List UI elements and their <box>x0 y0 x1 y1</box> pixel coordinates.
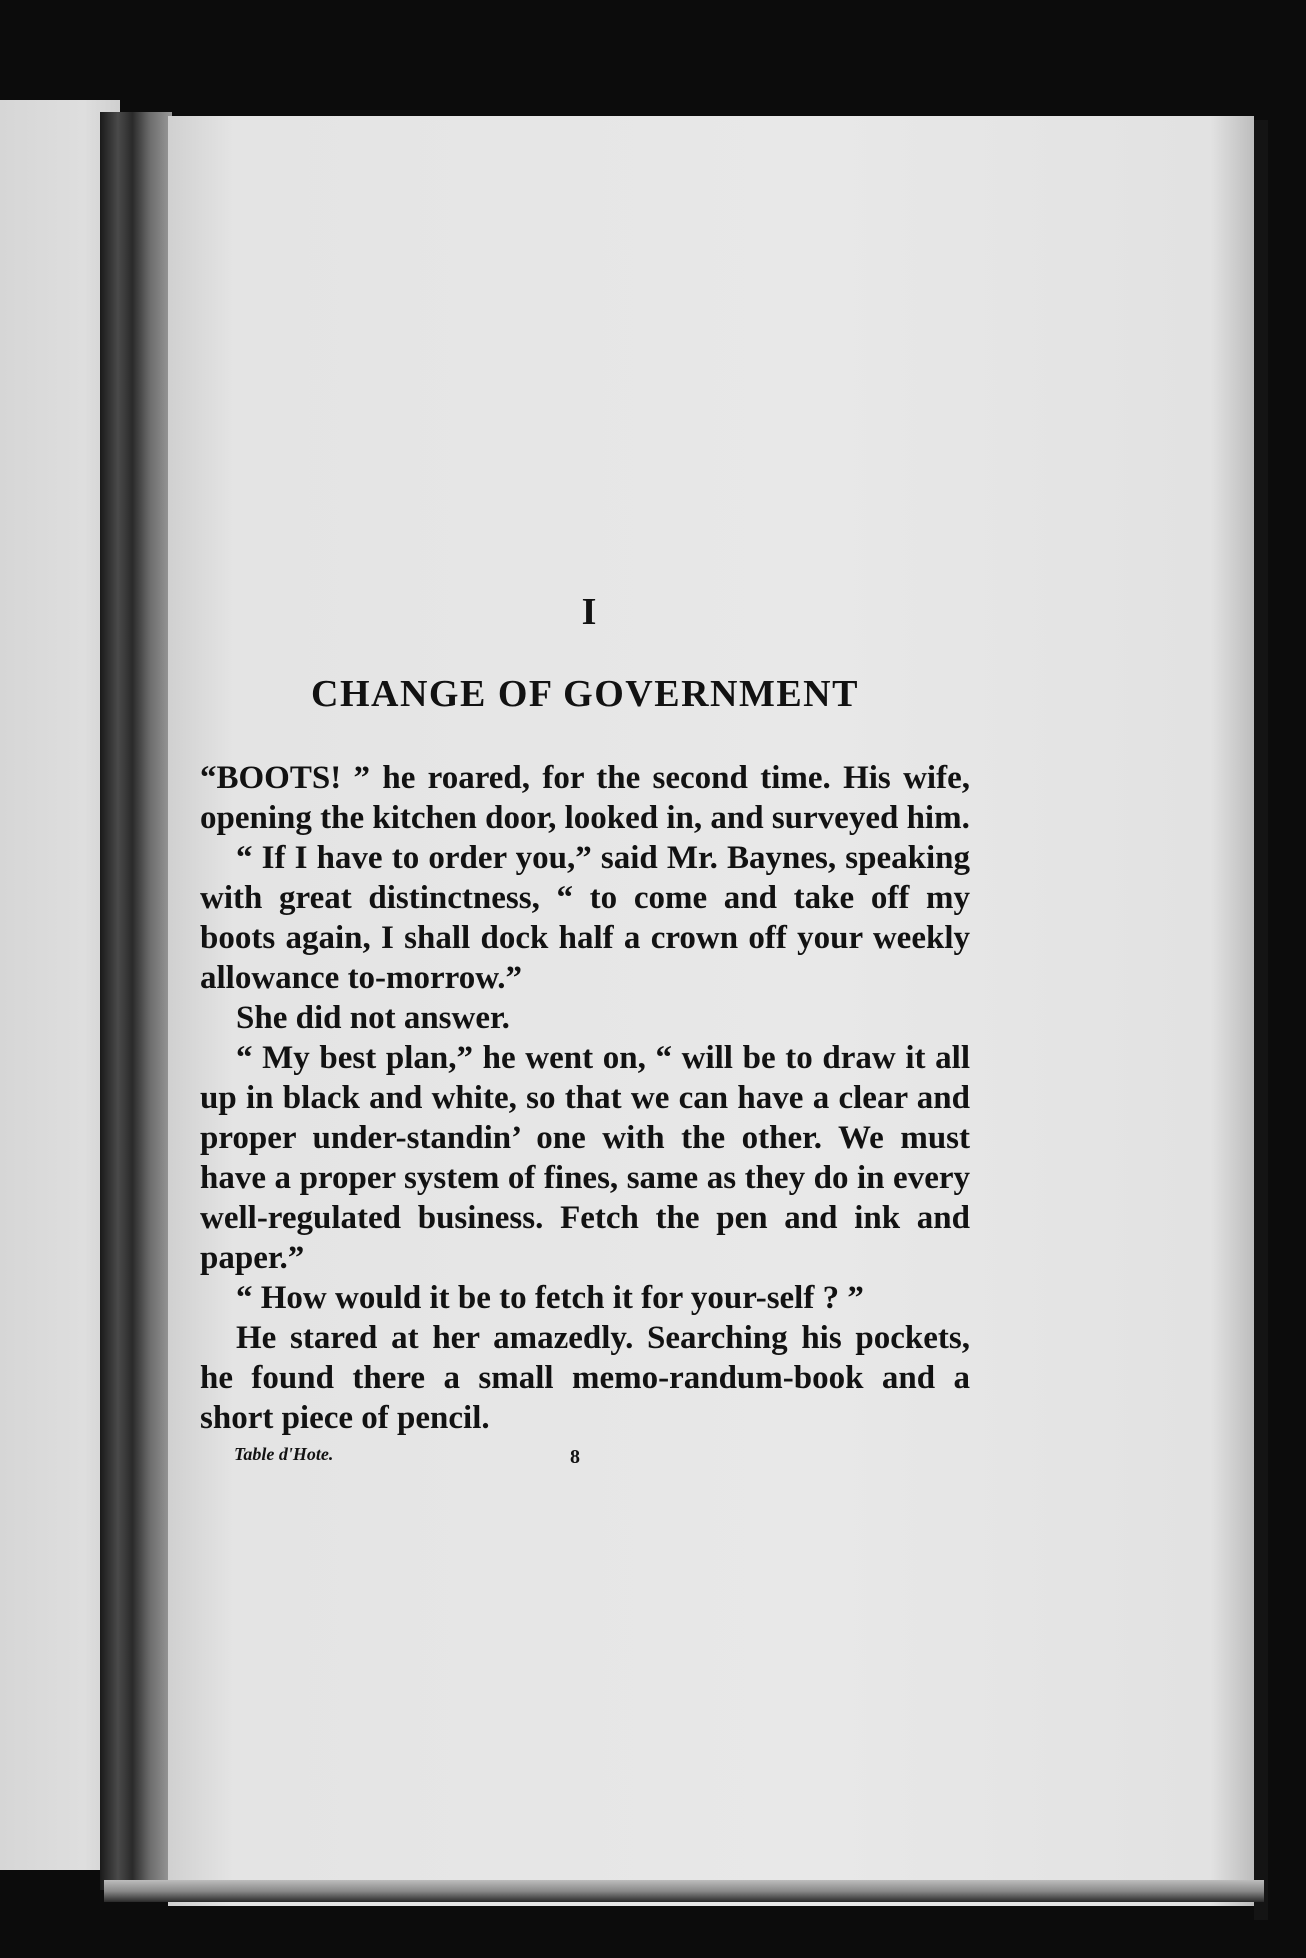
page-right-edge <box>1254 120 1268 1920</box>
page-footer <box>200 1444 970 1474</box>
page-number: 8 <box>570 1446 580 1468</box>
paragraph: “ How would it be to fetch it for your-self ? ” <box>236 1280 864 1316</box>
paragraph: He stared at her amazedly. Searching his pockets, he found there a small memo-randum-book and a short piece of pencil. <box>200 1320 970 1436</box>
chapter-title: CHANGE OF GOVERNMENT <box>311 673 859 715</box>
signature-mark: Table d'Hote. <box>234 1444 334 1464</box>
paragraph: She did not answer. <box>236 1000 510 1036</box>
paragraph: “ My best plan,” he went on, “ will be to draw it all up in black and white, so that we can have a clear and proper under-standin’ one with the other. We must have a proper system of fines, same as they do in every well-regulated business. Fetch the pen and ink and paper.” <box>200 1040 970 1276</box>
page-bottom-edge <box>104 1880 1264 1902</box>
paragraph: “ If I have to order you,” said Mr. Baynes, speaking with great distinctness, “ to come and take off my boots again, I shall dock half a crown off your weekly allowance to-morrow.” <box>200 840 970 996</box>
book-gutter <box>100 112 172 1890</box>
page-text-block <box>200 590 970 1474</box>
paragraph: “BOOTS! ” he roared, for the second time. His wife, opening the kitchen door, looked in, and surveyed him. <box>200 760 970 836</box>
chapter-number: I <box>581 591 597 633</box>
